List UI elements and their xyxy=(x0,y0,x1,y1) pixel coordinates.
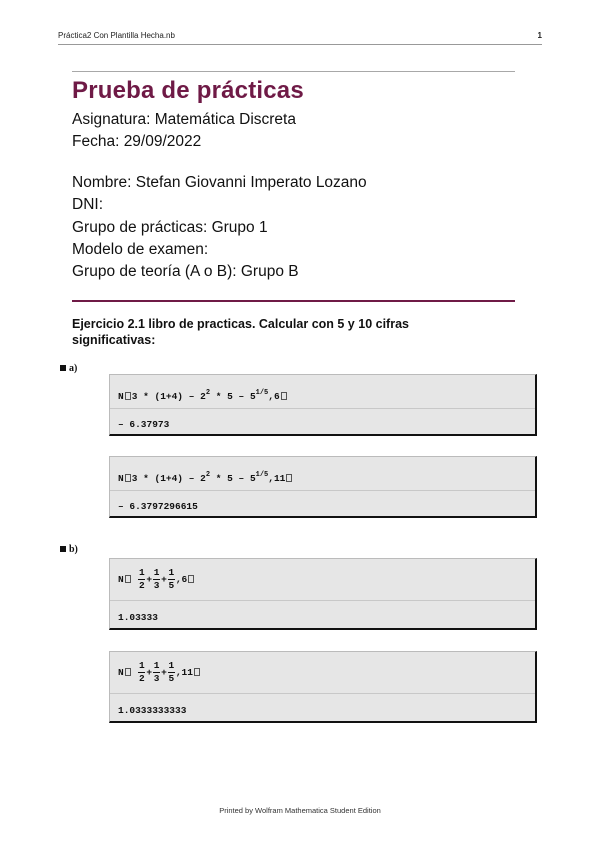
bracket-icon xyxy=(286,474,292,482)
header-divider xyxy=(58,44,542,45)
cell-a1-input[interactable]: N $3 * (1+4) - 2^2 * 5 - 5^{1/5},6$ xyxy=(110,375,535,409)
dni-text: DNI: xyxy=(72,196,103,213)
grupo-teoria-text: Grupo de teoría (A o B): Grupo B xyxy=(72,263,299,280)
bracket-icon xyxy=(125,392,131,400)
subsection-a-label: a) xyxy=(69,363,78,374)
fraction: $\frac{1}{2}$ xyxy=(139,567,145,591)
bracket-icon xyxy=(125,474,131,482)
header-page-number: 1 xyxy=(537,31,542,40)
page-title: Prueba de prácticas xyxy=(72,77,304,104)
cell-a1-output: – 6.37973 xyxy=(118,419,170,430)
nombre-text: Nombre: Stefan Giovanni Imperato Lozano xyxy=(72,174,367,191)
bullet-icon xyxy=(60,365,66,371)
fraction: $\frac{1}{5}$ xyxy=(168,660,175,684)
exercise-heading: Ejercicio 2.1 libro de practicas. Calcular con 5 y 10 cifras significativas: xyxy=(72,317,409,347)
cell-b1-output: 1.03333 xyxy=(118,612,158,623)
modelo-text: Modelo de examen: xyxy=(72,241,209,258)
fraction: $\frac{1}{5}$ xyxy=(168,567,175,591)
bracket-icon xyxy=(194,668,200,676)
section-separator xyxy=(72,300,515,302)
bracket-icon xyxy=(188,575,194,583)
fraction: $\frac{1}{3}$ xyxy=(153,660,160,684)
cell-b2[interactable] xyxy=(109,651,537,723)
bullet-icon xyxy=(60,546,66,552)
cell-b1-input[interactable]: N $\frac{1}{2}$ + $\frac{1}{3}$ + $\frac{1}{5}$ ,6 xyxy=(110,559,535,601)
cell-a2-input[interactable]: N $3 * (1+4) - 2^2 * 5 - 5^{1/5},11$ xyxy=(110,457,535,491)
cell-b1[interactable] xyxy=(109,558,537,630)
bracket-icon xyxy=(281,392,287,400)
grupo-practicas-text: Grupo de prácticas: Grupo 1 xyxy=(72,219,268,236)
header-filename: Práctica2 Con Plantilla Hecha.nb xyxy=(58,31,175,40)
subsection-b-label: b) xyxy=(69,544,78,555)
cell-a2-output: – 6.3797296615 xyxy=(118,501,198,512)
fraction: $\frac{1}{3}$ xyxy=(153,567,160,591)
cell-b2-output: 1.0333333333 xyxy=(118,705,187,716)
cell-b2-input[interactable]: N $\frac{1}{2}$ + $\frac{1}{3}$ + $\frac{1}{5}$ ,11 xyxy=(110,652,535,694)
bracket-icon xyxy=(125,668,131,676)
title-top-rule xyxy=(72,71,515,72)
asignatura-text: Asignatura: Matemática Discreta xyxy=(72,111,296,128)
cell-a2[interactable] xyxy=(109,456,537,518)
fraction: $\frac{1}{2}$ xyxy=(139,660,145,684)
fecha-text: Fecha: 29/09/2022 xyxy=(72,133,202,150)
cell-a1[interactable] xyxy=(109,374,537,436)
bracket-icon xyxy=(125,575,131,583)
footer-text: Printed by Wolfram Mathematica Student Edition xyxy=(219,806,381,815)
subsection-b[interactable] xyxy=(60,544,78,555)
subsection-a[interactable] xyxy=(60,363,77,374)
